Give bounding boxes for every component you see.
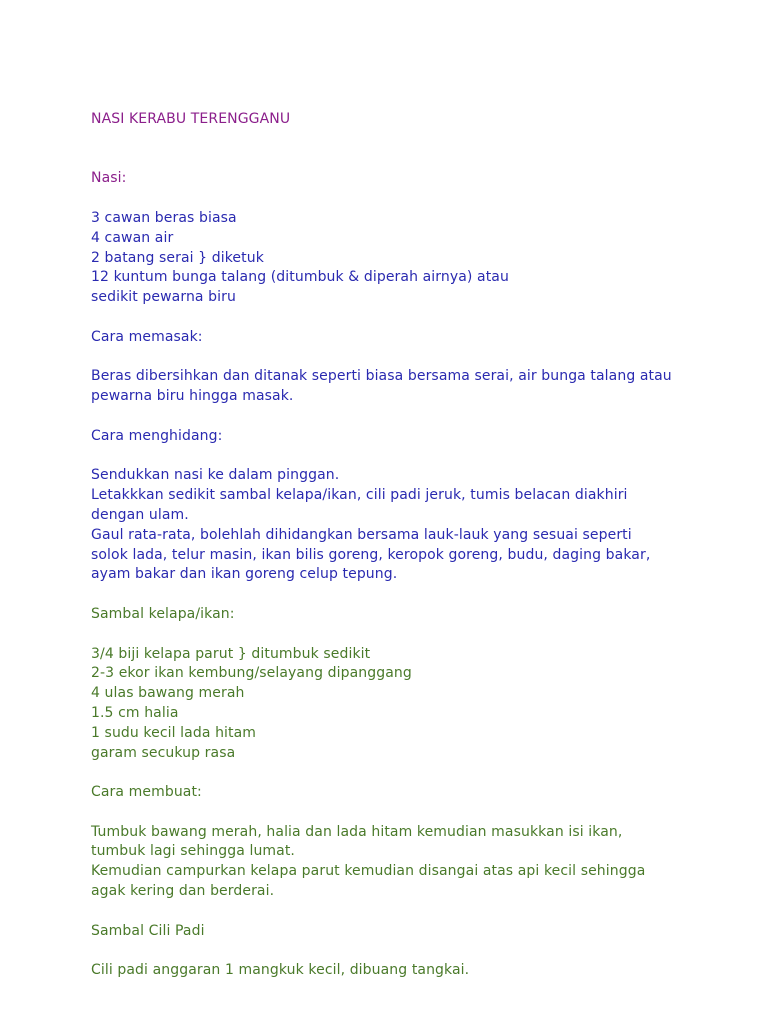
cara-memasak-heading: Cara memasak: bbox=[91, 328, 203, 345]
cara-menghidang-line: ayam bakar dan ikan goreng celup tepung. bbox=[91, 566, 398, 583]
sambal-kelapa-ingredient: 1.5 cm halia bbox=[91, 704, 179, 721]
nasi-heading: Nasi: bbox=[91, 170, 127, 187]
cara-membuat-line: tumbuk lagi sehingga lumat. bbox=[91, 843, 295, 860]
cara-membuat-line: Tumbuk bawang merah, halia dan lada hitam kemudian masukkan isi ikan, bbox=[91, 823, 623, 840]
cara-menghidang-line: dengan ulam. bbox=[91, 506, 189, 523]
cara-menghidang-line: Gaul rata-rata, bolehlah dihidangkan bersama lauk-lauk yang sesuai seperti bbox=[91, 526, 632, 543]
document-title: NASI KERABU TERENGGANU bbox=[91, 111, 291, 127]
cara-menghidang-line: Letakkkan sedikit sambal kelapa/ikan, cili padi jeruk, tumis belacan diakhiri bbox=[91, 487, 628, 504]
sambal-kelapa-ingredient: 3/4 biji kelapa parut } ditumbuk sedikit bbox=[91, 645, 371, 662]
nasi-ingredient: sedikit pewarna biru bbox=[91, 289, 236, 306]
cara-menghidang-line: Sendukkan nasi ke dalam pinggan. bbox=[91, 467, 340, 484]
sambal-kelapa-heading: Sambal kelapa/ikan: bbox=[91, 605, 235, 622]
cara-memasak-line: pewarna biru hingga masak. bbox=[91, 388, 294, 405]
sambal-cili-padi-line: Cili padi anggaran 1 mangkuk kecil, dibuang tangkai. bbox=[91, 962, 470, 979]
cara-membuat-heading: Cara membuat: bbox=[91, 784, 202, 801]
nasi-ingredient: 3 cawan beras biasa bbox=[91, 209, 237, 226]
cara-menghidang-heading: Cara menghidang: bbox=[91, 427, 223, 444]
cara-menghidang-line: solok lada, telur masin, ikan bilis goreng, keropok goreng, budu, daging bakar, bbox=[91, 546, 651, 563]
recipe-document bbox=[91, 110, 751, 981]
cara-membuat-line: Kemudian campurkan kelapa parut kemudian disangai atas api kecil sehingga bbox=[91, 863, 646, 880]
sambal-kelapa-ingredient: 4 ulas bawang merah bbox=[91, 685, 245, 702]
sambal-kelapa-ingredient: 2-3 ekor ikan kembung/selayang dipanggang bbox=[91, 665, 412, 682]
sambal-kelapa-ingredient: 1 sudu kecil lada hitam bbox=[91, 724, 257, 741]
cara-membuat-line: agak kering dan berderai. bbox=[91, 883, 275, 900]
sambal-cili-padi-heading: Sambal Cili Padi bbox=[91, 922, 205, 939]
nasi-ingredient: 12 kuntum bunga talang (ditumbuk & diperah airnya) atau bbox=[91, 269, 509, 286]
sambal-kelapa-ingredient: garam secukup rasa bbox=[91, 744, 236, 761]
cara-memasak-line: Beras dibersihkan dan ditanak seperti biasa bersama serai, air bunga talang atau bbox=[91, 368, 672, 385]
nasi-ingredient: 2 batang serai } diketuk bbox=[91, 249, 264, 266]
nasi-ingredient: 4 cawan air bbox=[91, 229, 174, 246]
